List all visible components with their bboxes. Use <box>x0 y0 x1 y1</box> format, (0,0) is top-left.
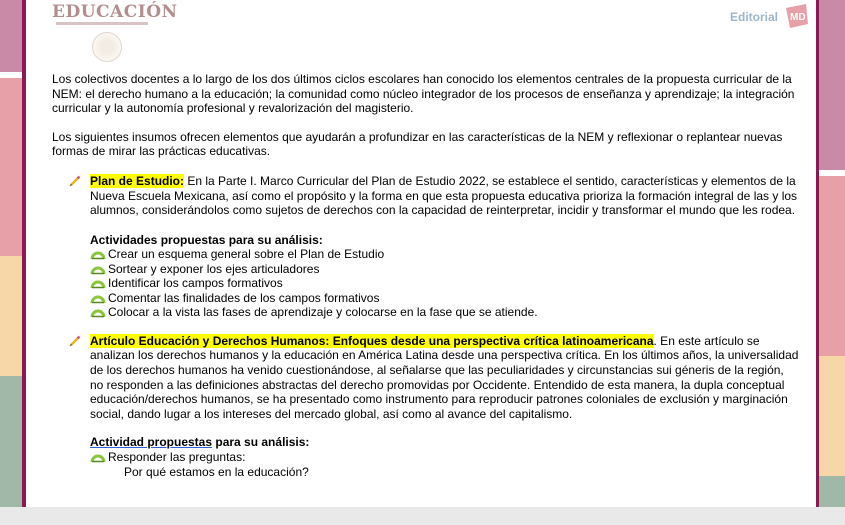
activity-text: Crear un esquema general sobre el Plan de Estudio <box>108 247 385 262</box>
activity-text: Responder las preguntas: <box>108 450 246 464</box>
green-arc-bullet-icon <box>90 451 106 463</box>
activity-text: Colocar a la vista las fases de aprendizaje y colocarse en la fase que se atiende. <box>108 305 538 320</box>
item-description: . En este artículo se analizan los derechos humanos y la educación en América Latina desde una perspectiva crítica. En los últimos años, la universalidad de los derechos humanos ha venido cuestionándose, al señalarse que las peculiaridades y circunstancias sui géneris de la región, no responden a las definiciones abstractas del derecho promovidas por Occidente. Entendido de esta manera, la dupla conceptual educación/derechos humanos, se ha presentado como instrumento para reproducir patrones coloniales de exclusión y marginación social, dando lugar a los intereses del mercado global, así como al avance del capitalismo. <box>90 333 799 421</box>
strip-block <box>0 376 24 507</box>
item-articulo <box>52 334 800 422</box>
item-description: En la Parte I. Marco Curricular del Plan de Estudio 2022, se establece el sentido, características y elementos de la Nueva Escuela Mexicana, así como el propósito y la forma en que esta propuesta educativa prioriza la formación integral de las y los alumnos, considerándolos como sujetos de derechos con la capacidad de reinterpretar, incidir y transformar el mundo que les rodea. <box>90 173 798 218</box>
activity-text: Identificar los campos formativos <box>108 276 283 291</box>
document-body <box>52 72 800 479</box>
strip-block <box>818 356 845 476</box>
activities-heading <box>52 435 800 450</box>
strip-block <box>818 476 845 507</box>
green-arc-bullet-icon <box>90 263 106 275</box>
sep-logo-text: EDUCACIÓN <box>52 2 178 22</box>
document-page <box>26 0 816 507</box>
right-decorative-strip <box>818 0 845 507</box>
svg-text:MD: MD <box>790 12 806 23</box>
activity-item <box>52 305 800 320</box>
strip-block <box>0 78 24 256</box>
activity-item <box>52 262 800 277</box>
coat-of-arms-seal <box>92 32 122 62</box>
item-title-highlight: Plan de Estudio: <box>90 173 185 188</box>
activity-text: Sortear y exponer los ejes articuladores <box>108 261 320 276</box>
activities-heading-rest: para su análisis: <box>212 435 310 450</box>
activity-item <box>52 450 800 465</box>
strip-block <box>818 176 845 356</box>
intro-paragraph: Los colectivos docentes a lo largo de los dos últimos ciclos escolares han conocido los elementos centrales de la propuesta curricular de la NEM: el derecho humano a la educación; la comunidad como núcleo integrador de los procesos de enseñanza y aprendizaje; la integración curricular y la autonomía profesional y revalorización del magisterio. <box>52 72 795 116</box>
pencil-bullet-icon <box>68 174 82 188</box>
editorial-md-badge-icon <box>782 2 810 30</box>
activities-heading: Actividades propuestas para su análisis: <box>90 232 323 247</box>
activity-item <box>52 247 800 262</box>
logo-subline <box>56 22 148 25</box>
cut-off-subitem <box>52 465 800 479</box>
inputs-paragraph: Los siguientes insumos ofrecen elementos que ayudarán a profundizar en las características de la NEM y reflexionar o replantear nuevas formas de mirar las prácticas educativas. <box>52 129 783 159</box>
green-arc-bullet-icon <box>90 306 106 318</box>
strip-block <box>0 0 24 72</box>
activity-item <box>52 276 800 291</box>
item-plan-de-estudio <box>52 174 800 218</box>
left-decorative-strip <box>0 0 24 507</box>
strip-block <box>818 0 845 170</box>
subitem-text: Por qué estamos en la educación? <box>124 464 309 479</box>
green-arc-bullet-icon <box>90 277 106 289</box>
item-title-highlight: Artículo Educación y Derechos Humanos: Enfoques desde una perspectiva crítica latinoamericana <box>90 333 654 348</box>
strip-block <box>0 256 24 376</box>
activity-text: Comentar las finalidades de los campos formativos <box>108 290 380 305</box>
activities-heading-underlined: Actividad propuestas <box>90 435 213 450</box>
pencil-bullet-icon <box>68 334 82 348</box>
green-arc-bullet-icon <box>90 248 106 260</box>
green-arc-bullet-icon <box>90 292 106 304</box>
editorial-brand: Editorial <box>730 10 779 24</box>
activity-item <box>52 291 800 306</box>
